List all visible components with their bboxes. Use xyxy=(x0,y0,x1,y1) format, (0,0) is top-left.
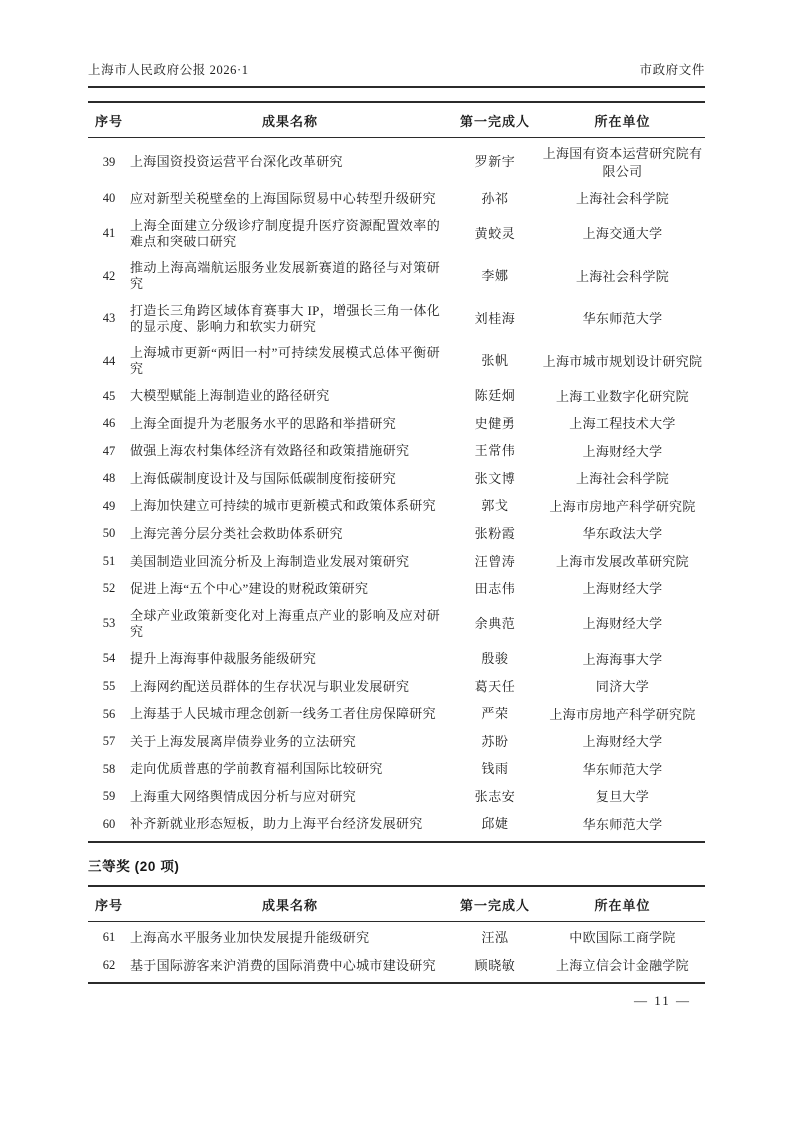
row-number: 41 xyxy=(102,226,116,241)
achievement-title: 上海重大网络舆情成因分析与应对研究 xyxy=(130,788,357,804)
affiliation-unit: 上海工业数字化研究院 xyxy=(555,388,689,404)
affiliation-unit: 同济大学 xyxy=(595,679,650,695)
achievement-title: 上海全面建立分级诊疗制度提升医疗资源配置效率的难点和突破口研究 xyxy=(130,217,440,249)
row-number: 42 xyxy=(102,268,116,283)
row-number: 50 xyxy=(102,526,116,541)
table-header-row xyxy=(88,103,705,138)
document-category-label: 市政府文件 xyxy=(639,63,705,77)
row-number: 56 xyxy=(102,706,116,721)
first-completer-name: 孙祁 xyxy=(481,190,509,206)
achievement-title: 促进上海“五个中心”建设的财税政策研究 xyxy=(130,581,369,597)
achievement-title: 应对新型关税壁垒的上海国际贸易中心转型升级研究 xyxy=(130,190,436,206)
achievement-title: 上海高水平服务业加快发展提升能级研究 xyxy=(130,929,370,945)
table-body xyxy=(88,138,705,841)
row-number: 44 xyxy=(102,353,116,368)
first-completer-name: 葛天任 xyxy=(474,678,516,694)
row-number: 55 xyxy=(102,679,116,694)
table-row xyxy=(88,340,705,383)
column-header-number: 序号 xyxy=(94,897,123,913)
table-row xyxy=(88,298,705,341)
table-header-row xyxy=(88,887,705,922)
achievement-title: 打造长三角跨区域体育赛事大 IP，增强长三角一体化的显示度、影响力和软实力研究 xyxy=(130,302,440,334)
achievement-title: 上海全面提升为老服务水平的思路和举措研究 xyxy=(130,415,397,431)
affiliation-unit: 上海立信会计金融学院 xyxy=(555,957,689,973)
affiliation-unit: 上海国有资本运营研究院有限公司 xyxy=(542,146,703,179)
table-row xyxy=(88,756,705,784)
table-body xyxy=(88,922,705,982)
table-row xyxy=(88,520,705,548)
first-completer-name: 苏盼 xyxy=(481,733,509,749)
affiliation-unit: 上海市发展改革研究院 xyxy=(555,553,689,569)
affiliation-unit: 上海社会科学院 xyxy=(575,191,670,207)
first-completer-name: 王常伟 xyxy=(474,443,516,459)
first-completer-name: 田志伟 xyxy=(474,581,516,597)
table-row xyxy=(88,924,705,952)
achievement-title: 全球产业政策新变化对上海重点产业的影响及应对研究 xyxy=(130,608,440,640)
first-completer-name: 张文博 xyxy=(474,470,516,486)
first-completer-name: 余典范 xyxy=(474,616,516,632)
affiliation-unit: 华东政法大学 xyxy=(582,526,663,542)
first-completer-name: 顾晓敏 xyxy=(474,957,516,973)
affiliation-unit: 华东师范大学 xyxy=(582,761,663,777)
affiliation-unit: 上海财经大学 xyxy=(582,734,663,750)
achievement-title: 基于国际游客来沪消费的国际消费中心城市建设研究 xyxy=(130,957,436,973)
table-row xyxy=(88,646,705,674)
column-header-unit: 所在单位 xyxy=(594,113,651,129)
first-completer-name: 汪泓 xyxy=(481,929,509,945)
affiliation-unit: 华东师范大学 xyxy=(582,816,663,832)
table-row xyxy=(88,493,705,521)
row-number: 45 xyxy=(102,388,116,403)
page-header xyxy=(88,60,705,78)
row-number: 61 xyxy=(102,930,116,945)
table-row xyxy=(88,213,705,256)
page-number: — 11 — xyxy=(633,993,691,1009)
row-number: 59 xyxy=(102,789,116,804)
row-number: 60 xyxy=(102,816,116,831)
achievement-title: 美国制造业回流分析及上海制造业发展对策研究 xyxy=(130,553,410,569)
achievement-title: 上海低碳制度设计及与国际低碳制度衔接研究 xyxy=(130,470,397,486)
table-row xyxy=(88,438,705,466)
achievement-title: 关于上海发展离岸债券业务的立法研究 xyxy=(130,733,357,749)
achievement-title: 做强上海农村集体经济有效路径和政策措施研究 xyxy=(130,443,410,459)
achievement-title: 上海加快建立可持续的城市更新模式和政策体系研究 xyxy=(130,498,436,514)
gazette-title: 上海市人民政府公报 2026·1 xyxy=(88,63,249,77)
third-prize-heading: 三等奖 (20 项) xyxy=(88,859,180,875)
table-row xyxy=(88,548,705,576)
affiliation-unit: 上海财经大学 xyxy=(582,581,663,597)
achievement-title: 推动上海高端航运服务业发展新赛道的路径与对策研究 xyxy=(130,260,440,292)
achievement-title: 补齐新就业形态短板，助力上海平台经济发展研究 xyxy=(130,816,423,832)
achievement-title: 上海城市更新“两旧一村”可持续发展模式总体平衡研究 xyxy=(130,345,440,377)
table-row xyxy=(88,783,705,811)
column-header-number: 序号 xyxy=(94,113,123,129)
achievement-title: 走向优质普惠的学前教育福利国际比较研究 xyxy=(130,761,383,777)
header-rule xyxy=(88,86,705,88)
column-header-achievement: 成果名称 xyxy=(261,897,318,913)
table-row xyxy=(88,673,705,701)
affiliation-unit: 中欧国际工商学院 xyxy=(569,930,676,946)
row-number: 43 xyxy=(102,311,116,326)
affiliation-unit: 上海社会科学院 xyxy=(575,471,670,487)
row-number: 54 xyxy=(102,651,116,666)
first-completer-name: 殷骏 xyxy=(481,651,509,667)
affiliation-unit: 复旦大学 xyxy=(595,789,650,805)
column-header-first-completer: 第一完成人 xyxy=(459,113,530,129)
table-row xyxy=(88,575,705,603)
table-row xyxy=(88,140,705,185)
row-number: 57 xyxy=(102,734,116,749)
achievement-title: 上海网约配送员群体的生存状况与职业发展研究 xyxy=(130,678,410,694)
row-number: 51 xyxy=(102,553,116,568)
first-completer-name: 严荣 xyxy=(481,706,509,722)
first-completer-name: 黄蛟灵 xyxy=(474,225,516,241)
achievement-title: 上海国资投资运营平台深化改革研究 xyxy=(130,154,343,170)
affiliation-unit: 上海市房地产科学研究院 xyxy=(549,706,696,722)
affiliation-unit: 上海社会科学院 xyxy=(575,268,670,284)
table-row xyxy=(88,465,705,493)
table-row xyxy=(88,952,705,980)
first-completer-name: 张帆 xyxy=(481,353,509,369)
affiliation-unit: 上海财经大学 xyxy=(582,443,663,459)
row-number: 40 xyxy=(102,191,116,206)
achievement-title: 提升上海海事仲裁服务能级研究 xyxy=(130,651,317,667)
column-header-first-completer: 第一完成人 xyxy=(459,897,530,913)
second-prize-results-table xyxy=(88,101,705,843)
row-number: 47 xyxy=(102,443,116,458)
column-header-achievement: 成果名称 xyxy=(261,113,318,129)
affiliation-unit: 上海海事大学 xyxy=(582,651,663,667)
achievement-title: 上海基于人民城市理念创新一线务工者住房保障研究 xyxy=(130,706,436,722)
table-row xyxy=(88,603,705,646)
table-row xyxy=(88,185,705,213)
row-number: 49 xyxy=(102,498,116,513)
table-row xyxy=(88,701,705,729)
first-completer-name: 陈廷炯 xyxy=(474,388,516,404)
first-completer-name: 钱雨 xyxy=(481,761,509,777)
first-completer-name: 邱婕 xyxy=(481,816,509,832)
row-number: 48 xyxy=(102,471,116,486)
first-completer-name: 李娜 xyxy=(481,268,509,284)
row-number: 46 xyxy=(102,416,116,431)
first-completer-name: 张志安 xyxy=(474,788,516,804)
first-completer-name: 郭戈 xyxy=(481,498,509,514)
affiliation-unit: 上海财经大学 xyxy=(582,616,663,632)
first-completer-name: 刘桂海 xyxy=(474,310,516,326)
row-number: 53 xyxy=(102,616,116,631)
affiliation-unit: 上海交通大学 xyxy=(582,226,663,242)
row-number: 62 xyxy=(102,957,116,972)
row-number: 52 xyxy=(102,581,116,596)
first-completer-name: 史健勇 xyxy=(474,415,516,431)
page-footer xyxy=(88,993,705,1009)
affiliation-unit: 上海市房地产科学研究院 xyxy=(549,498,696,514)
table-row xyxy=(88,410,705,438)
first-completer-name: 罗新宇 xyxy=(474,154,516,170)
table-row xyxy=(88,383,705,411)
row-number: 39 xyxy=(102,154,116,169)
achievement-title: 上海完善分层分类社会救助体系研究 xyxy=(130,526,343,542)
row-number: 58 xyxy=(102,761,116,776)
table-row xyxy=(88,811,705,839)
third-prize-results-table xyxy=(88,885,705,984)
table-row xyxy=(88,728,705,756)
table-row xyxy=(88,255,705,298)
column-header-unit: 所在单位 xyxy=(594,897,651,913)
affiliation-unit: 上海市城市规划设计研究院 xyxy=(542,353,703,369)
achievement-title: 大模型赋能上海制造业的路径研究 xyxy=(130,388,330,404)
first-completer-name: 汪曾涛 xyxy=(474,553,516,569)
first-completer-name: 张粉霞 xyxy=(474,526,516,542)
affiliation-unit: 华东师范大学 xyxy=(582,311,663,327)
affiliation-unit: 上海工程技术大学 xyxy=(569,416,676,432)
